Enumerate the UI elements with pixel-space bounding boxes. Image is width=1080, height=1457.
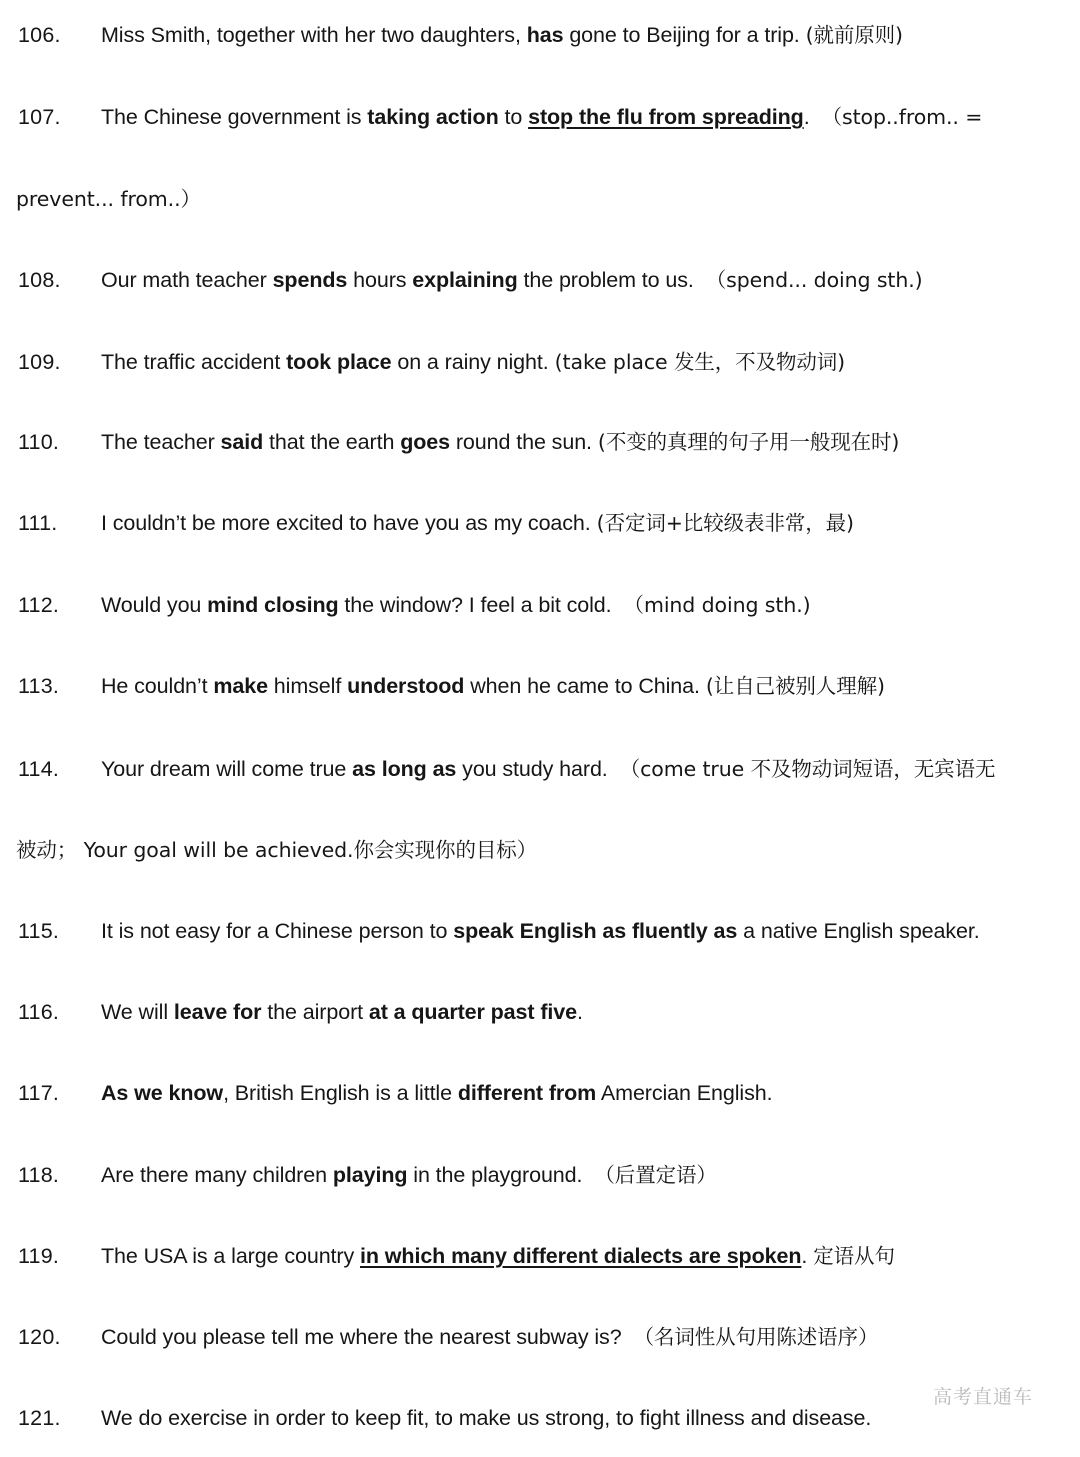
text-bold: has	[526, 23, 564, 47]
text-bold: different from	[457, 1081, 597, 1105]
chinese-note: （后置定语）	[594, 1163, 717, 1187]
item-number: 114.	[18, 757, 60, 781]
text-plain: We do exercise in order to keep fit, to make us strong, to fight illness and disease.	[101, 1406, 872, 1430]
item-number: 118.	[18, 1163, 60, 1187]
text-bold-underline: in which many different dialects are spoken	[360, 1244, 802, 1268]
chinese-note: (否定词+比较级表非常，最)	[596, 511, 854, 535]
text-plain: the airport	[261, 1000, 369, 1024]
item-text	[101, 20, 903, 50]
item-number: 113.	[18, 674, 60, 698]
text-plain: Would you	[101, 593, 208, 617]
item-number: 112.	[18, 593, 60, 617]
text-bold: playing	[332, 1163, 408, 1187]
item-text	[101, 102, 982, 132]
item-text	[101, 347, 845, 377]
text-bold: mind closing	[207, 593, 339, 617]
text-plain: hours	[347, 268, 413, 292]
text-bold: goes	[400, 430, 450, 454]
text-plain: .	[803, 105, 810, 129]
text-bold: speak English as fluently as	[453, 919, 738, 943]
text-plain: Your dream will come true	[101, 757, 353, 781]
item-text	[101, 1403, 871, 1433]
item-text	[101, 671, 885, 701]
text-plain: in the playground.	[407, 1163, 583, 1187]
text-plain: the problem to us.	[517, 268, 694, 292]
item-number: 116.	[18, 1000, 60, 1024]
chinese-note: （stop..from.. =	[821, 105, 983, 129]
text-bold: make	[213, 674, 268, 698]
text-bold: said	[220, 430, 264, 454]
text-plain: himself	[267, 674, 348, 698]
text-plain: It is not easy for a Chinese person to	[101, 919, 454, 943]
text-plain: when he came to China.	[464, 674, 700, 698]
chinese-note: (让自己被别人理解)	[705, 674, 885, 698]
item-number: 109.	[18, 350, 61, 374]
item-number: 107.	[18, 105, 61, 129]
chinese-note: 定语从句	[813, 1244, 895, 1268]
item-text	[101, 508, 854, 538]
text-plain: on a rainy night.	[391, 350, 549, 374]
item-number: 111.	[18, 511, 58, 535]
text-plain: Our math teacher	[101, 268, 273, 292]
item-number: 106.	[18, 23, 61, 47]
item-text	[101, 1160, 717, 1190]
text-bold: understood	[347, 674, 465, 698]
text-plain: , British English is a little	[223, 1081, 458, 1105]
text-bold: explaining	[412, 268, 518, 292]
text-plain: gone to Beijing for a trip.	[563, 23, 806, 47]
chinese-note: （spend... doing sth.)	[705, 268, 923, 292]
item-text	[101, 427, 899, 457]
text-bold: leave for	[173, 1000, 262, 1024]
item-text	[101, 1078, 772, 1108]
text-bold: taking action	[367, 105, 499, 129]
text-plain: a native English speaker.	[737, 919, 980, 943]
text-bold: As we know	[101, 1081, 224, 1105]
text-bold: at a quarter past five	[368, 1000, 577, 1024]
text-plain: The USA is a large country	[101, 1244, 361, 1268]
continuation-text: 被动； Your goal will be achieved.你会实现你的目标）	[16, 838, 538, 862]
item-text	[101, 1241, 895, 1271]
item-text	[101, 265, 923, 295]
text-plain: Miss Smith, together with her two daughters,	[101, 23, 527, 47]
chinese-note: (就前原则)	[805, 23, 903, 47]
item-text	[101, 916, 980, 946]
item-number: 108.	[18, 268, 61, 292]
text-plain: We will	[101, 1000, 174, 1024]
item-number: 120.	[18, 1325, 61, 1349]
item-number: 117.	[18, 1081, 60, 1105]
text-plain: .	[801, 1244, 808, 1268]
text-plain: Amercian English.	[596, 1081, 773, 1105]
item-number: 119.	[18, 1244, 60, 1268]
chinese-note: (不变的真理的句子用一般现在时)	[597, 430, 900, 454]
watermark: 高考直通车	[933, 1386, 1034, 1408]
text-plain: The teacher	[101, 430, 221, 454]
chinese-note: （名词性从句用陈述语序）	[633, 1325, 879, 1349]
chinese-note: （mind doing sth.)	[623, 593, 811, 617]
text-bold: spends	[272, 268, 348, 292]
chinese-note: (take place 发生，不及物动词)	[554, 350, 846, 374]
text-plain: I couldn’t be more excited to have you as my coach.	[101, 511, 591, 535]
item-text	[101, 754, 995, 784]
text-plain: you study hard.	[456, 757, 608, 781]
text-plain: The Chinese government is	[101, 105, 368, 129]
item-text	[101, 997, 583, 1027]
text-plain: Are there many children	[101, 1163, 333, 1187]
text-plain: to	[498, 105, 529, 129]
text-plain: He couldn’t	[101, 674, 214, 698]
item-number: 115.	[18, 919, 60, 943]
continuation-text: prevent... from..）	[16, 187, 201, 211]
text-plain: round the sun.	[449, 430, 592, 454]
item-number: 121.	[18, 1406, 61, 1430]
text-plain: the window? I feel a bit cold.	[338, 593, 612, 617]
item-text	[101, 590, 811, 620]
text-bold: as long as	[352, 757, 457, 781]
text-plain: The traffic accident	[101, 350, 287, 374]
text-bold: took place	[286, 350, 392, 374]
chinese-note: （come true 不及物动词短语，无宾语无	[619, 757, 996, 781]
item-text	[101, 1322, 878, 1352]
text-bold-underline: stop the flu from spreading	[528, 105, 804, 129]
text-plain: Could you please tell me where the nearest subway is?	[101, 1325, 622, 1349]
text-plain: that the earth	[263, 430, 401, 454]
text-plain: .	[576, 1000, 583, 1024]
item-number: 110.	[18, 430, 60, 454]
